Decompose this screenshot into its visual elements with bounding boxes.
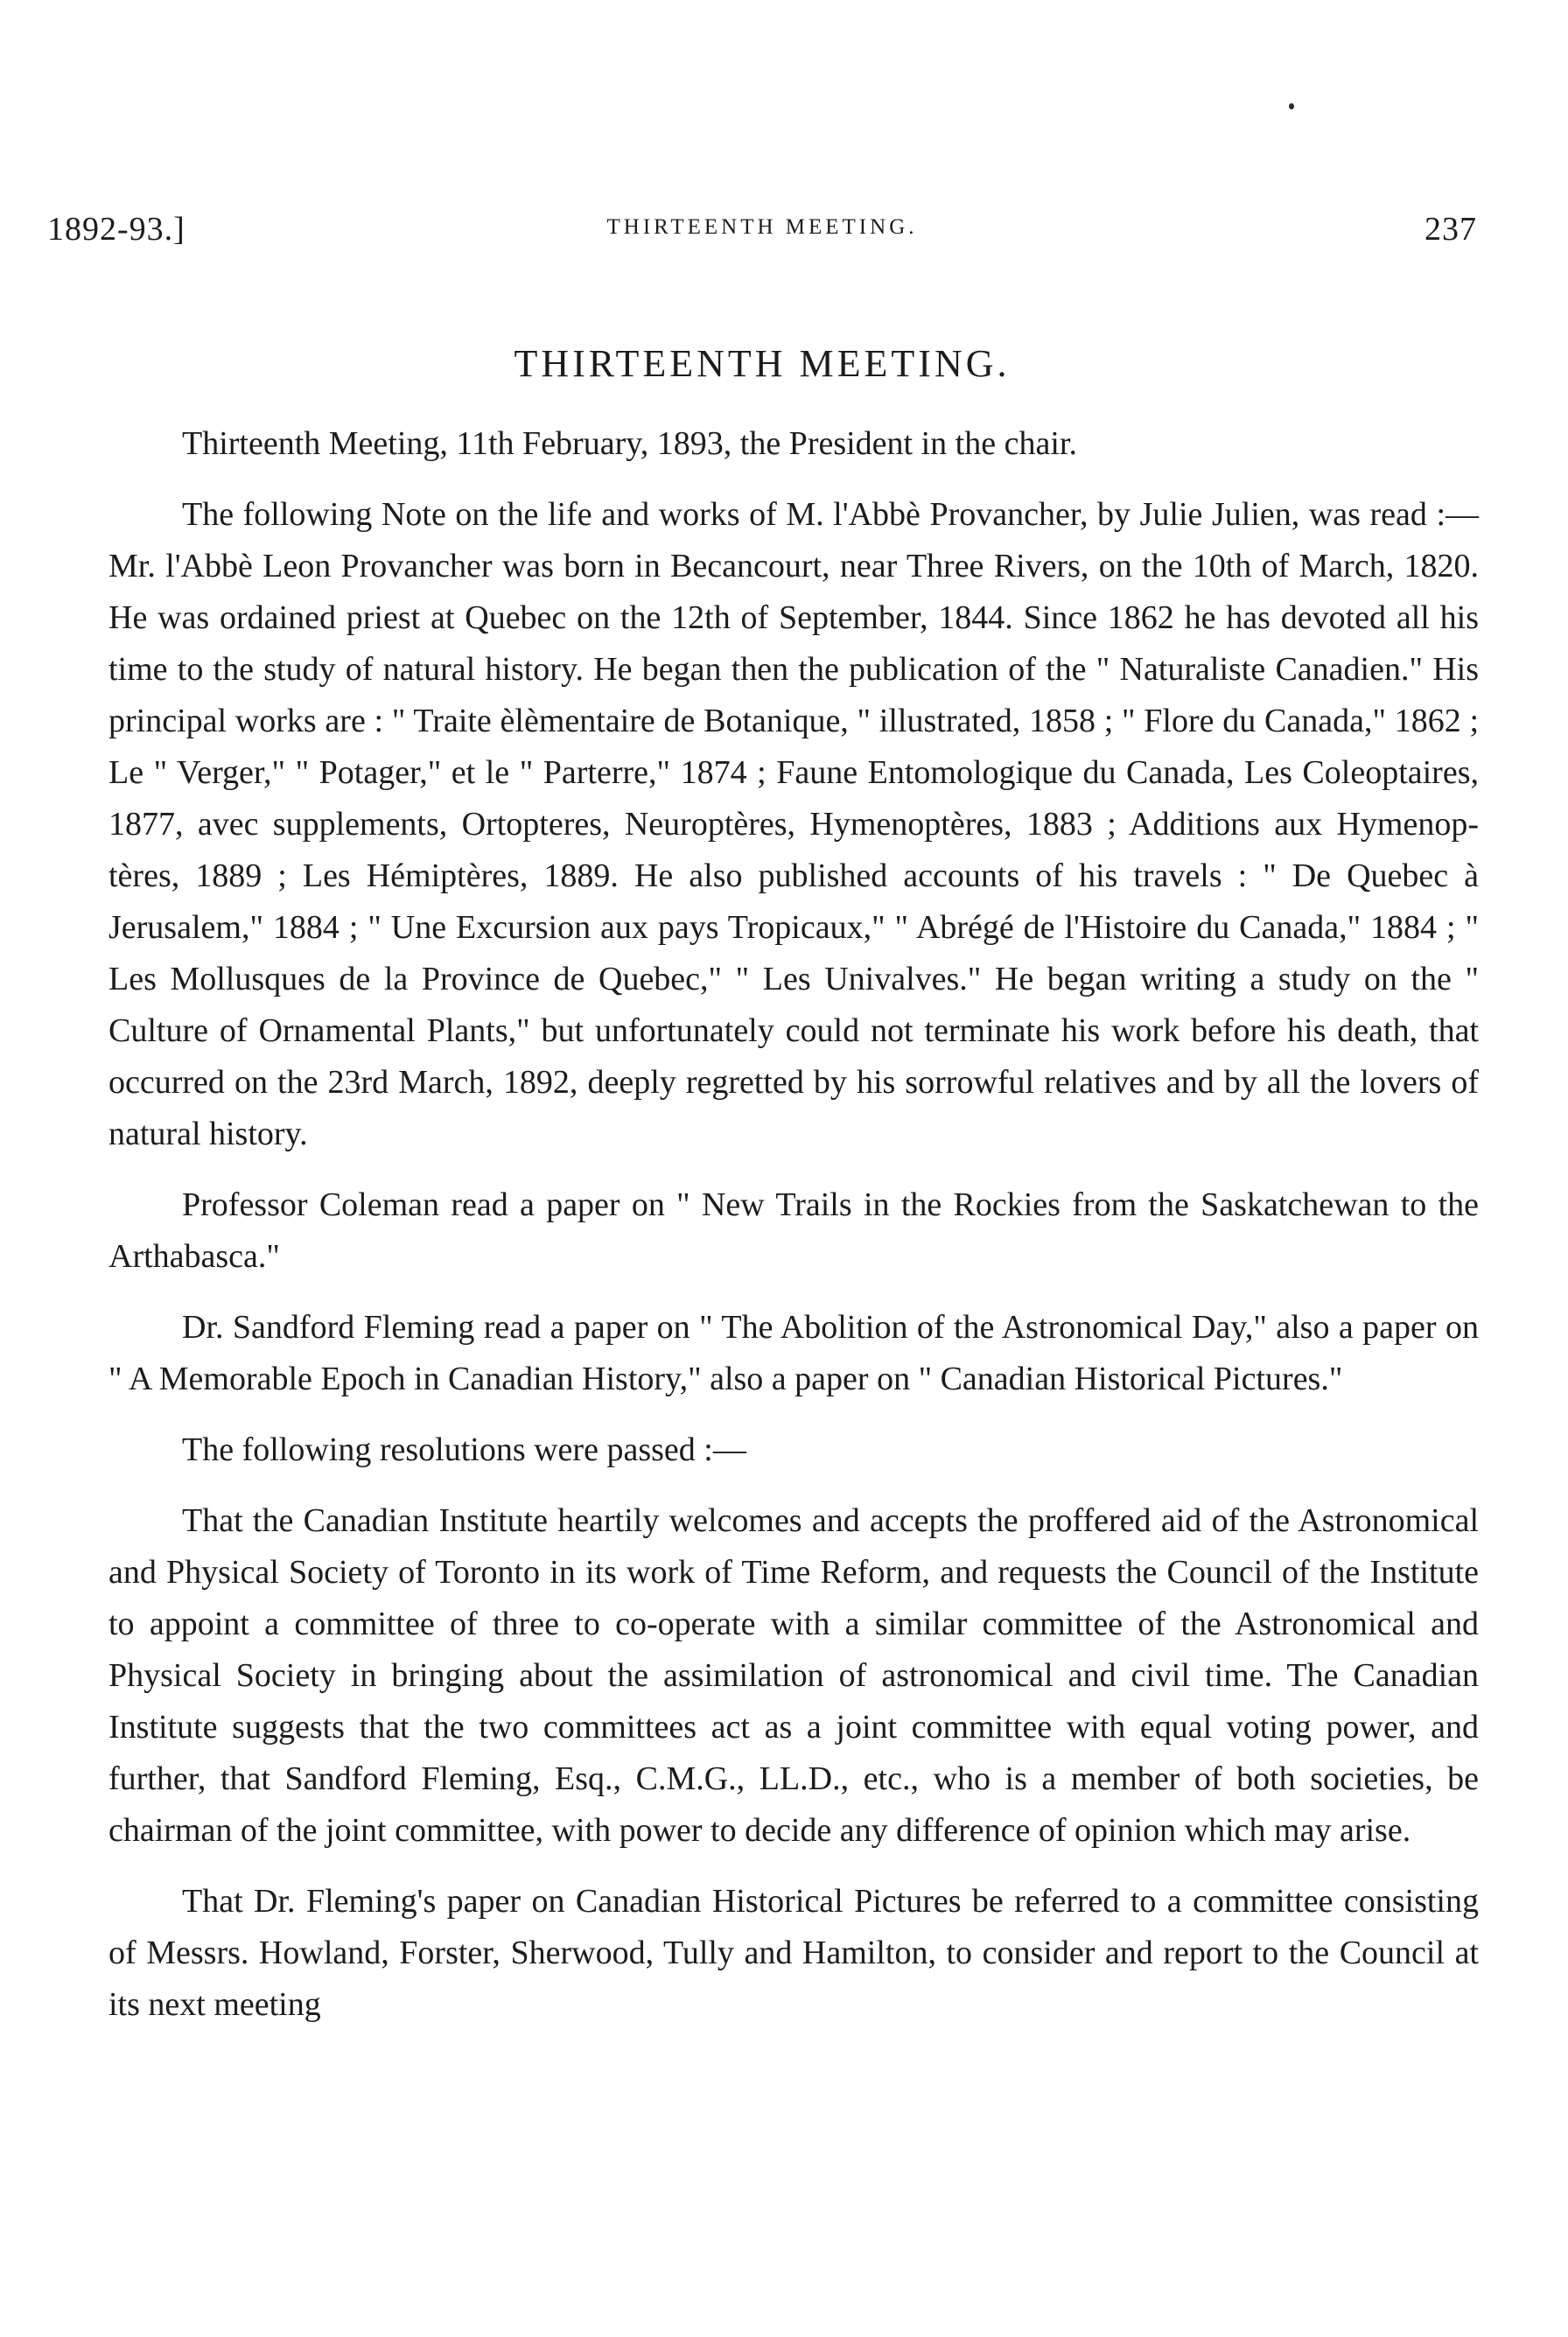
ink-speck	[1289, 103, 1294, 109]
paragraph-fleming-papers: Dr. Sandford Fleming read a paper on " The Abolition of the Astronomical Day," also a paper on " A Memorable Epoch in Canadian History," also a paper on " Canadian Historical Pictures."	[108, 1309, 1479, 1397]
paragraph-coleman-paper: Professor Coleman read a paper on " New Trails in the Rockies from the Saskatchewan to the Arthabasca."	[108, 1186, 1479, 1275]
paragraph-resolution-historical-pictures: That Dr. Fleming's paper on Canadian Historical Pictures be referred to a committee consisting of Messrs. Howland, Forster, Sherwood, Tully and Hamilton, to consider and report to the Council at its next meeting	[108, 1883, 1479, 2023]
section-title: THIRTEENTH MEETING.	[514, 342, 1011, 385]
paragraph-resolution-time-reform: That the Canadian Institute heartily welcomes and accepts the proffered aid of the Astronomical and Physical Society of Toronto in its work of Time Reform, and requests the Council of the Institute to appoint a committee of three to co-operate with a similar committee of the Astronomical and Physical Society in bringing about the assimilation of astronomical and civil time. The Canadian Institute suggests that the two committees act as a joint committee with equal voting power, and further, that Sandford Fleming, Esq., C.M.G., LL.D., etc., who is a member of both societies, be chairman of the joint committee, with power to decide any difference of opinion which may arise.	[108, 1502, 1479, 1849]
paragraph-resolutions-intro: The following resolutions were passed :—	[182, 1431, 746, 1468]
paragraph-meeting-date: Thirteenth Meeting, 11th February, 1893, the President in the chair.	[182, 425, 1077, 462]
paragraph-provancher-note: The following Note on the life and works of M. l'Abbè Provancher, by Julie Julien, was read :—Mr. l'Abbè Leon Provancher was born in Becancourt, near Three Rivers, on the 10th of March, 1820. He was ordained priest at Quebec on the 12th of September, 1844. Since 1862 he has devoted all his time to the study of natural history. He began then the publication of the " Naturaliste Canadien." His principal works are : " Traite èlèmentaire de Botanique, " illustrated, 1858 ; " Flore du Canada," 1862 ; Le " Verger," " Potager," et le " Parterre," 1874 ; Faune Entomologique du Canada, Les Coleoptaires, 1877, avec supplements, Ortopteres, Neuroptères, Hymenoptères, 1883 ; Additions aux Hymenoptères, 1889 ; Les Hémiptères, 1889. He also published accounts of his travels : " De Quebec à Jerusalem," 1884 ; " Une Excursion aux pays Tropicaux," " Abrégé de l'Histoire du Canada," 1884 ; " Les Mollusques de la Province de Quebec," " Les Univalves." He began writing a study on the " Culture of Ornamental Plants," but unfortunately could not terminate his work before his death, that occurred on the 23rd March, 1892, deeply regretted by his sorrowful relatives and by all the lovers of natural history.	[108, 496, 1479, 1152]
header-year-range: 1892-93.]	[47, 211, 186, 248]
running-head	[47, 210, 1477, 248]
page-number: 237	[1424, 211, 1477, 248]
header-section-title: THIRTEENTH MEETING.	[606, 215, 918, 239]
body-text	[108, 418, 1479, 2050]
